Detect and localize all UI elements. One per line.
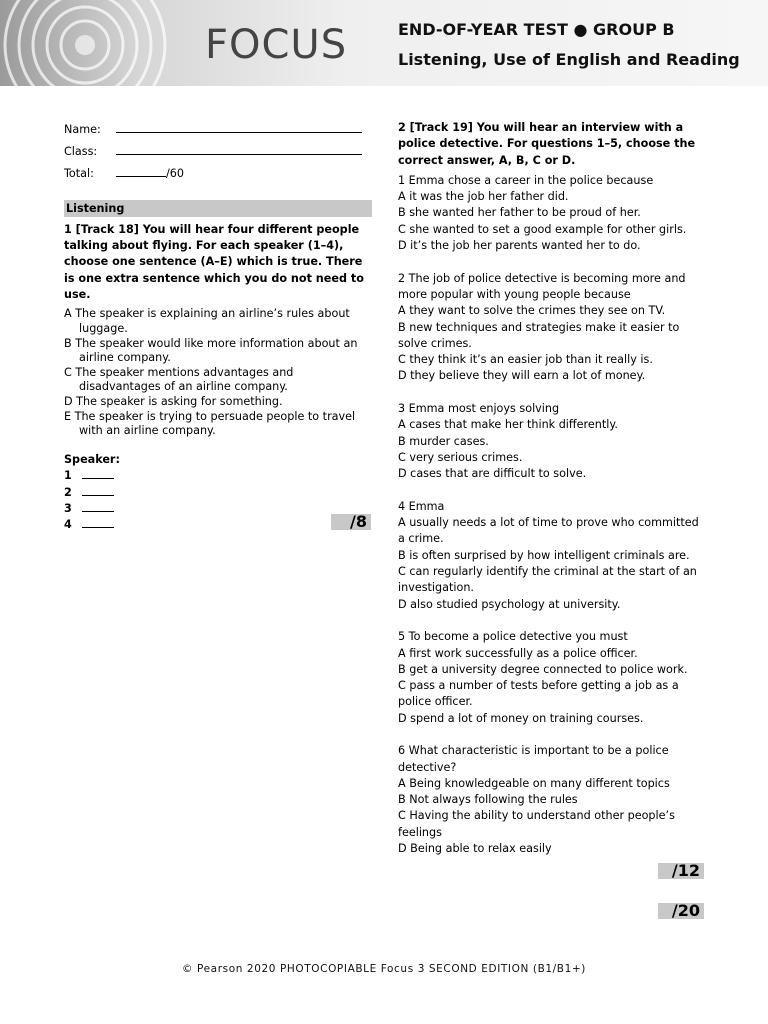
question-stem: 1 Emma chose a career in the police because — [398, 173, 654, 187]
answer-option[interactable]: A Being knowledgeable on many different topics — [398, 776, 670, 790]
answer-option[interactable]: C they think it’s an easier job than it really is. — [398, 353, 653, 367]
option-b: B The speaker would like more information about an airline company. — [64, 336, 358, 365]
speaker-number: 3 — [64, 501, 72, 515]
exercise-2-score-box: /12 — [658, 863, 704, 879]
right-column — [398, 120, 708, 857]
option-d: D The speaker is asking for something. — [64, 394, 283, 408]
question-block — [398, 401, 708, 482]
answer-option[interactable]: B murder cases. — [398, 434, 489, 448]
left-column — [64, 120, 374, 533]
answer-option[interactable]: B is often surprised by how intelligent criminals are. — [398, 548, 690, 562]
speaker-label: Speaker: — [64, 452, 120, 466]
exercise-1-options — [64, 307, 374, 438]
answer-option[interactable]: D Being able to relax easily — [398, 842, 552, 856]
answer-option[interactable]: A first work successfully as a police officer. — [398, 646, 638, 660]
speaker-slot — [64, 500, 374, 516]
question-stem: 5 To become a police detective you must — [398, 630, 628, 644]
option-a: A The speaker is explaining an airline’s rules about luggage. — [64, 307, 350, 335]
option-c: C The speaker mentions advantages and disadvantages of an airline company. — [64, 365, 294, 394]
answer-blank[interactable] — [82, 467, 114, 479]
answer-option[interactable]: D spend a lot of money on training courses. — [398, 711, 644, 725]
answer-option[interactable]: D also studied psychology at university. — [398, 597, 621, 611]
section-heading-listening: Listening — [64, 200, 372, 217]
answer-option[interactable]: A cases that make her think differently. — [398, 418, 618, 432]
answer-blank[interactable] — [82, 500, 114, 512]
question-block — [398, 271, 708, 385]
answer-option[interactable]: A it was the job her father did. — [398, 190, 569, 204]
total-max: /60 — [166, 166, 185, 180]
speaker-slot — [64, 467, 374, 483]
exercise-2-instruction: 2 [Track 19] You will hear an interview with a police detective. For questions 1–5, choose the correct answer, A, B, C or D. — [398, 121, 696, 167]
question-block — [398, 499, 708, 613]
answer-option[interactable]: C she wanted to set a good example for other girls. — [398, 222, 687, 236]
answer-option[interactable]: C very serious crimes. — [398, 450, 523, 464]
page-header — [0, 0, 768, 86]
name-field — [64, 120, 374, 138]
speaker-slot — [64, 484, 374, 500]
speaker-number: 1 — [64, 469, 72, 483]
answer-option[interactable]: B she wanted her father to be proud of her. — [398, 206, 641, 220]
question-block — [398, 743, 708, 857]
answer-option[interactable]: A they want to solve the crimes they see on TV. — [398, 304, 666, 318]
answer-option[interactable]: C Having the ability to understand other people’s feelings — [398, 809, 675, 839]
answer-option[interactable]: B Not always following the rules — [398, 793, 578, 807]
page-footer: © Pearson 2020 PHOTOCOPIABLE Focus 3 SECOND EDITION (B1/B1+) — [182, 963, 586, 975]
answer-option[interactable]: C pass a number of tests before getting a job as a police officer. — [398, 679, 679, 709]
focus-brand-logo: FOCUS — [205, 22, 348, 68]
total-label: Total: — [64, 166, 94, 180]
answer-blank[interactable] — [82, 484, 114, 496]
answer-option[interactable]: C can regularly identify the criminal at the start of an investigation. — [398, 565, 697, 595]
question-block — [398, 629, 708, 727]
total-field — [64, 164, 374, 182]
speaker-number: 4 — [64, 518, 72, 532]
test-title: END-OF-YEAR TEST ● GROUP B — [398, 20, 675, 39]
question-stem: 2 The job of police detective is becoming more and more popular with young people because — [398, 271, 686, 301]
exercise-1-instruction: 1 [Track 18] You will hear four different people talking about flying. For each speaker (1–4), choose one sentence (A–E) which is true. There is one extra sentence which you do not need to use. — [64, 222, 364, 302]
test-subtitle: Listening, Use of English and Reading — [398, 50, 740, 69]
answer-option[interactable]: A usually needs a lot of time to prove who committed a crime. — [398, 516, 699, 546]
answer-option[interactable]: D cases that are difficult to solve. — [398, 467, 587, 481]
exercise-1-score-box: /8 — [331, 514, 371, 530]
speaker-answers — [64, 453, 374, 533]
exercise-2-questions — [398, 173, 708, 857]
speaker-slot — [64, 516, 374, 532]
speaker-number: 2 — [64, 485, 72, 499]
class-field — [64, 142, 374, 160]
answer-option[interactable]: D it’s the job her parents wanted her to do. — [398, 239, 641, 253]
answer-blank[interactable] — [82, 516, 114, 528]
total-blank[interactable] — [116, 164, 166, 177]
name-label: Name: — [64, 123, 101, 136]
question-stem: 6 What characteristic is important to be a police detective? — [398, 744, 669, 774]
answer-option[interactable]: D they believe they will earn a lot of money. — [398, 369, 646, 383]
class-blank[interactable] — [116, 142, 362, 155]
answer-option[interactable]: B new techniques and strategies make it easier to solve crimes. — [398, 320, 680, 350]
focus-logo-swirl-icon — [0, 0, 190, 86]
name-blank[interactable] — [116, 120, 362, 133]
question-block — [398, 173, 708, 254]
option-e: E The speaker is trying to persuade people to travel with an airline company. — [64, 409, 356, 438]
class-label: Class: — [64, 144, 98, 158]
section-total-score-box: /20 — [658, 903, 704, 919]
question-stem: 4 Emma — [398, 499, 445, 513]
question-stem: 3 Emma most enjoys solving — [398, 402, 560, 416]
answer-option[interactable]: B get a university degree connected to police work. — [398, 662, 688, 676]
